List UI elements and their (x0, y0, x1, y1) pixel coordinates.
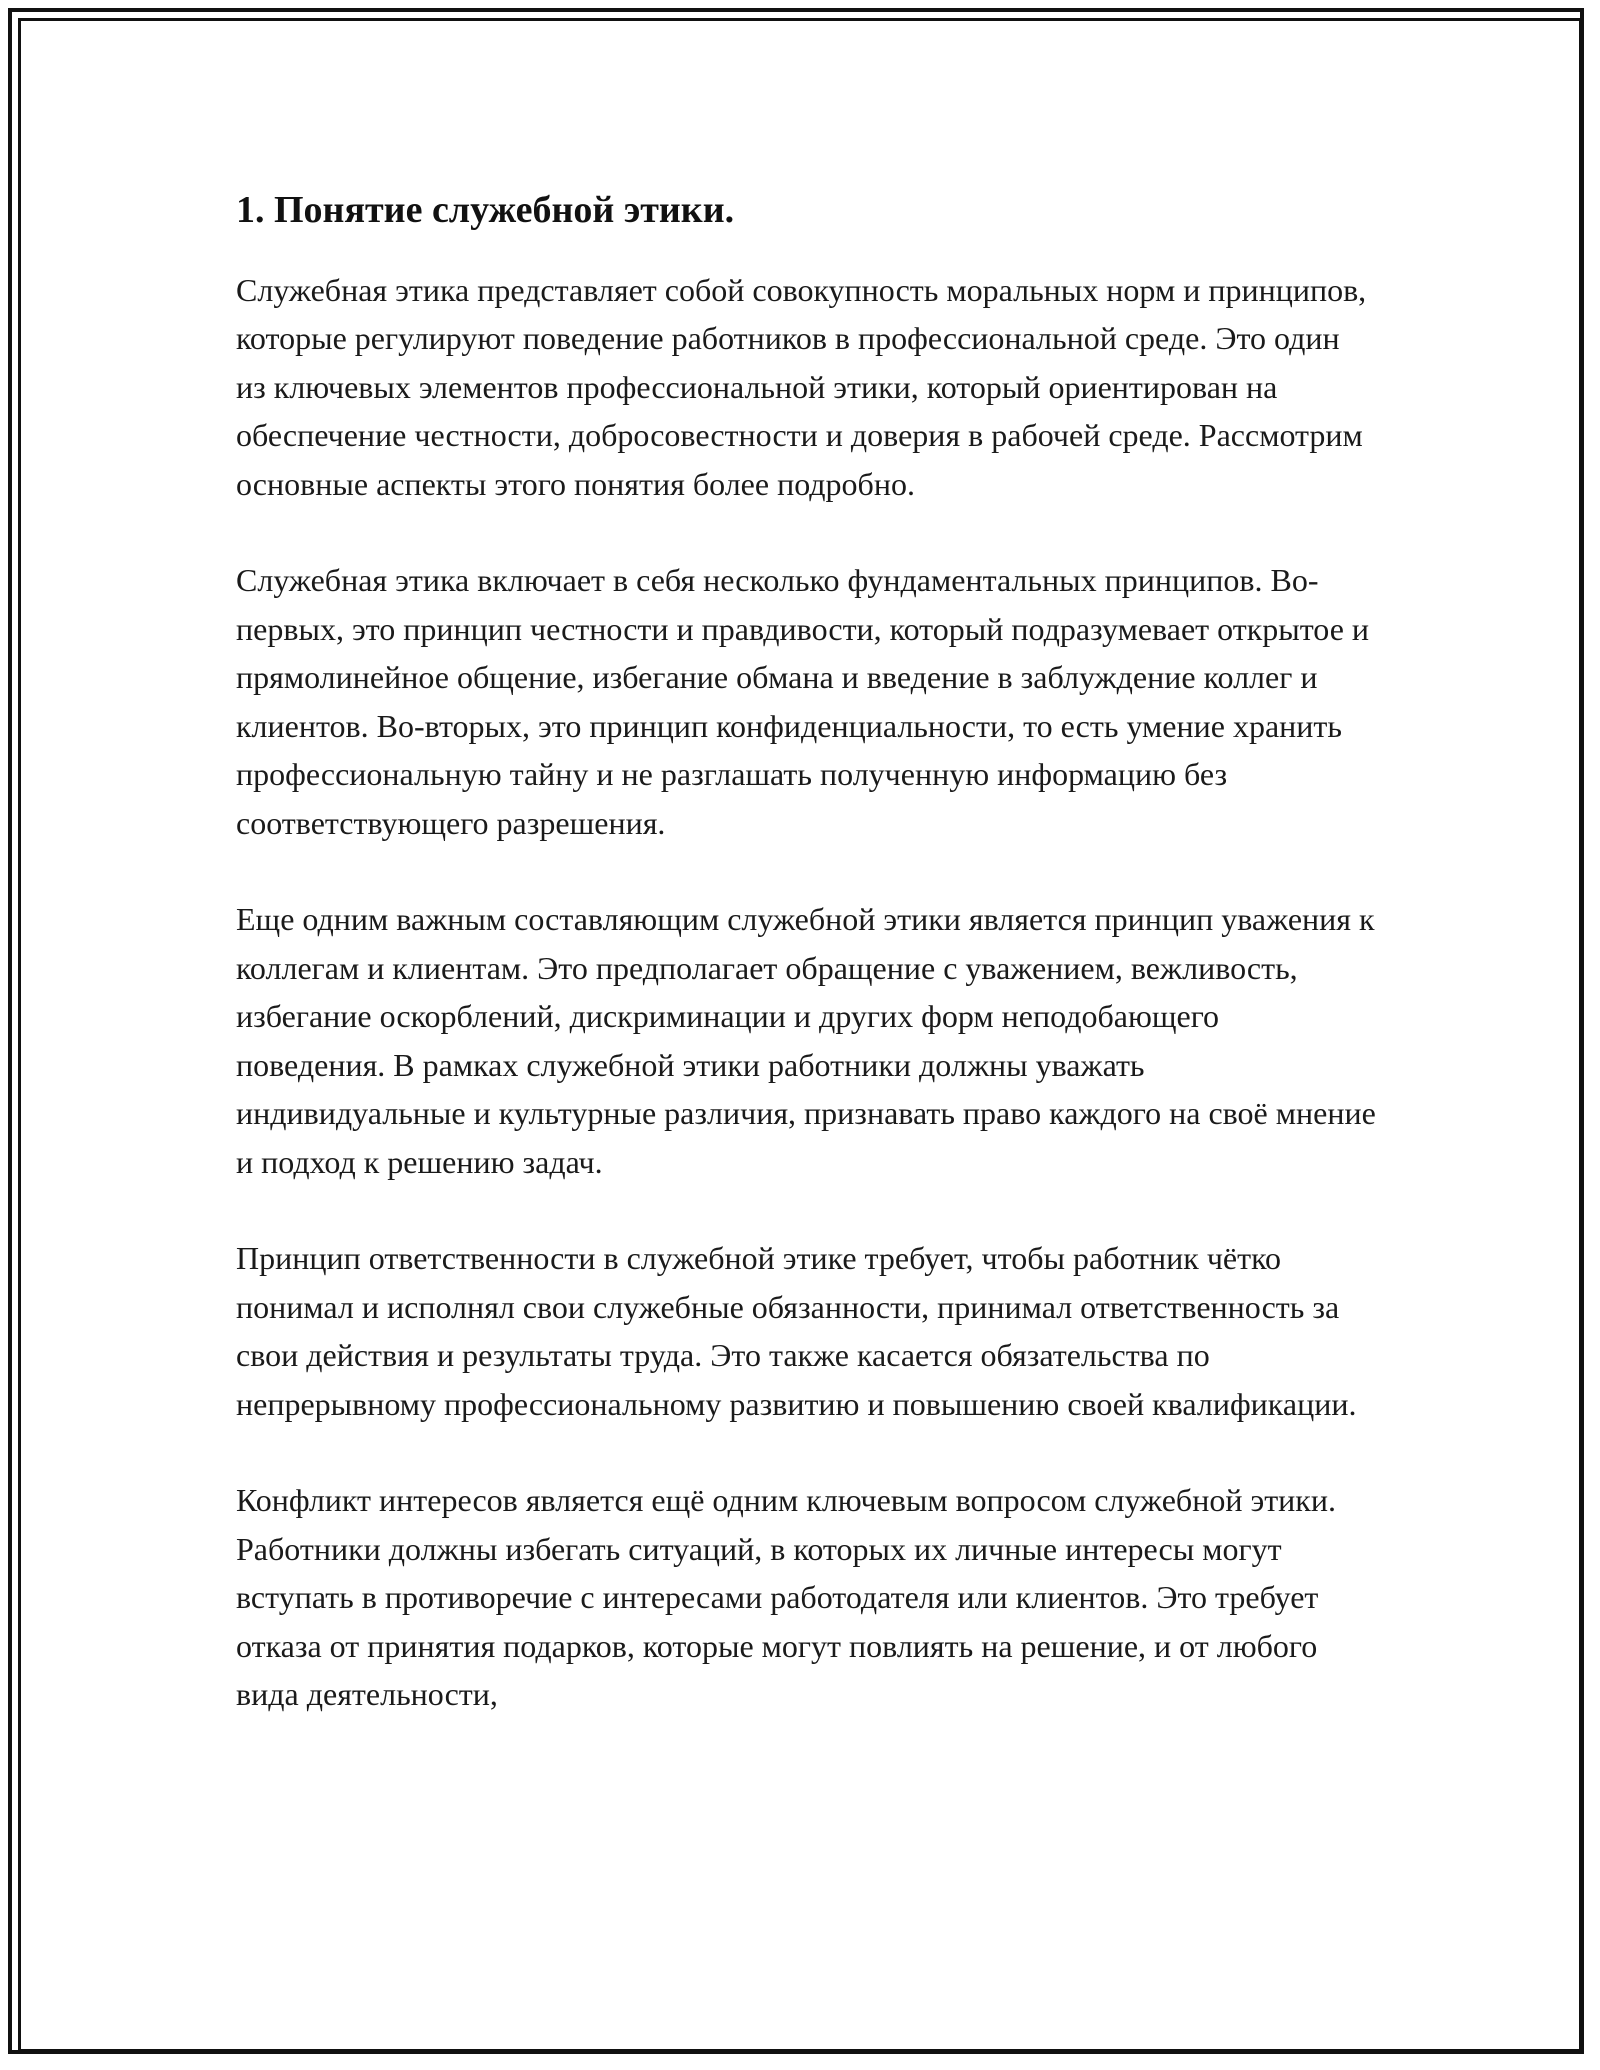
paragraph-5: Конфликт интересов является ещё одним ключевым вопросом служебной этики. Работники должны избегать ситуаций, в которых их личные интересы могут вступать в противоречие с интересами работодателя или клиентов. Это требует отказа от принятия подарков, которые могут повлиять на решение, и от любого вида деятельности, (236, 1482, 1336, 1713)
paragraph-3: Еще одним важным составляющим служебной этики является принцип уважения к коллегам и клиентам. Это предполагает обращение с уважением, вежливость, избегание оскорблений, дискриминации и других форм неподобающего поведения. В рамках служебной этики работники должны уважать индивидуальные и культурные различия, признавать право каждого на своё мнение и подход к решению задач. (236, 901, 1376, 1180)
paragraph-1: Служебная этика представляет собой совокупность моральных норм и принципов, которые регулируют поведение работников в профессиональной среде. Это один из ключевых элементов профессиональной этики, который ориентирован на обеспечение честности, добросовестности и доверия в рабочей среде. Рассмотрим основные аспекты этого понятия более подробно. (236, 271, 1367, 502)
document-body (236, 188, 1376, 1767)
paragraph-4: Принцип ответственности в служебной этике требует, чтобы работник чётко понимал и исполнял свои служебные обязанности, принимал ответственность за свои действия и результаты труда. Это также касается обязательства по непрерывному профессиональному развитию и повышению своей квалификации. (236, 1240, 1357, 1422)
section-heading: 1. Понятие служебной этики. (236, 189, 735, 231)
paragraph-2: Служебная этика включает в себя несколько фундаментальных принципов. Во-первых, это принцип честности и правдивости, который подразумевает открытое и прямолинейное общение, избегание обмана и введение в заблуждение коллег и клиентов. Во-вторых, это принцип конфиденциальности, то есть умение хранить профессиональную тайну и не разглашать полученную информацию без соответствующего разрешения. (236, 562, 1370, 841)
